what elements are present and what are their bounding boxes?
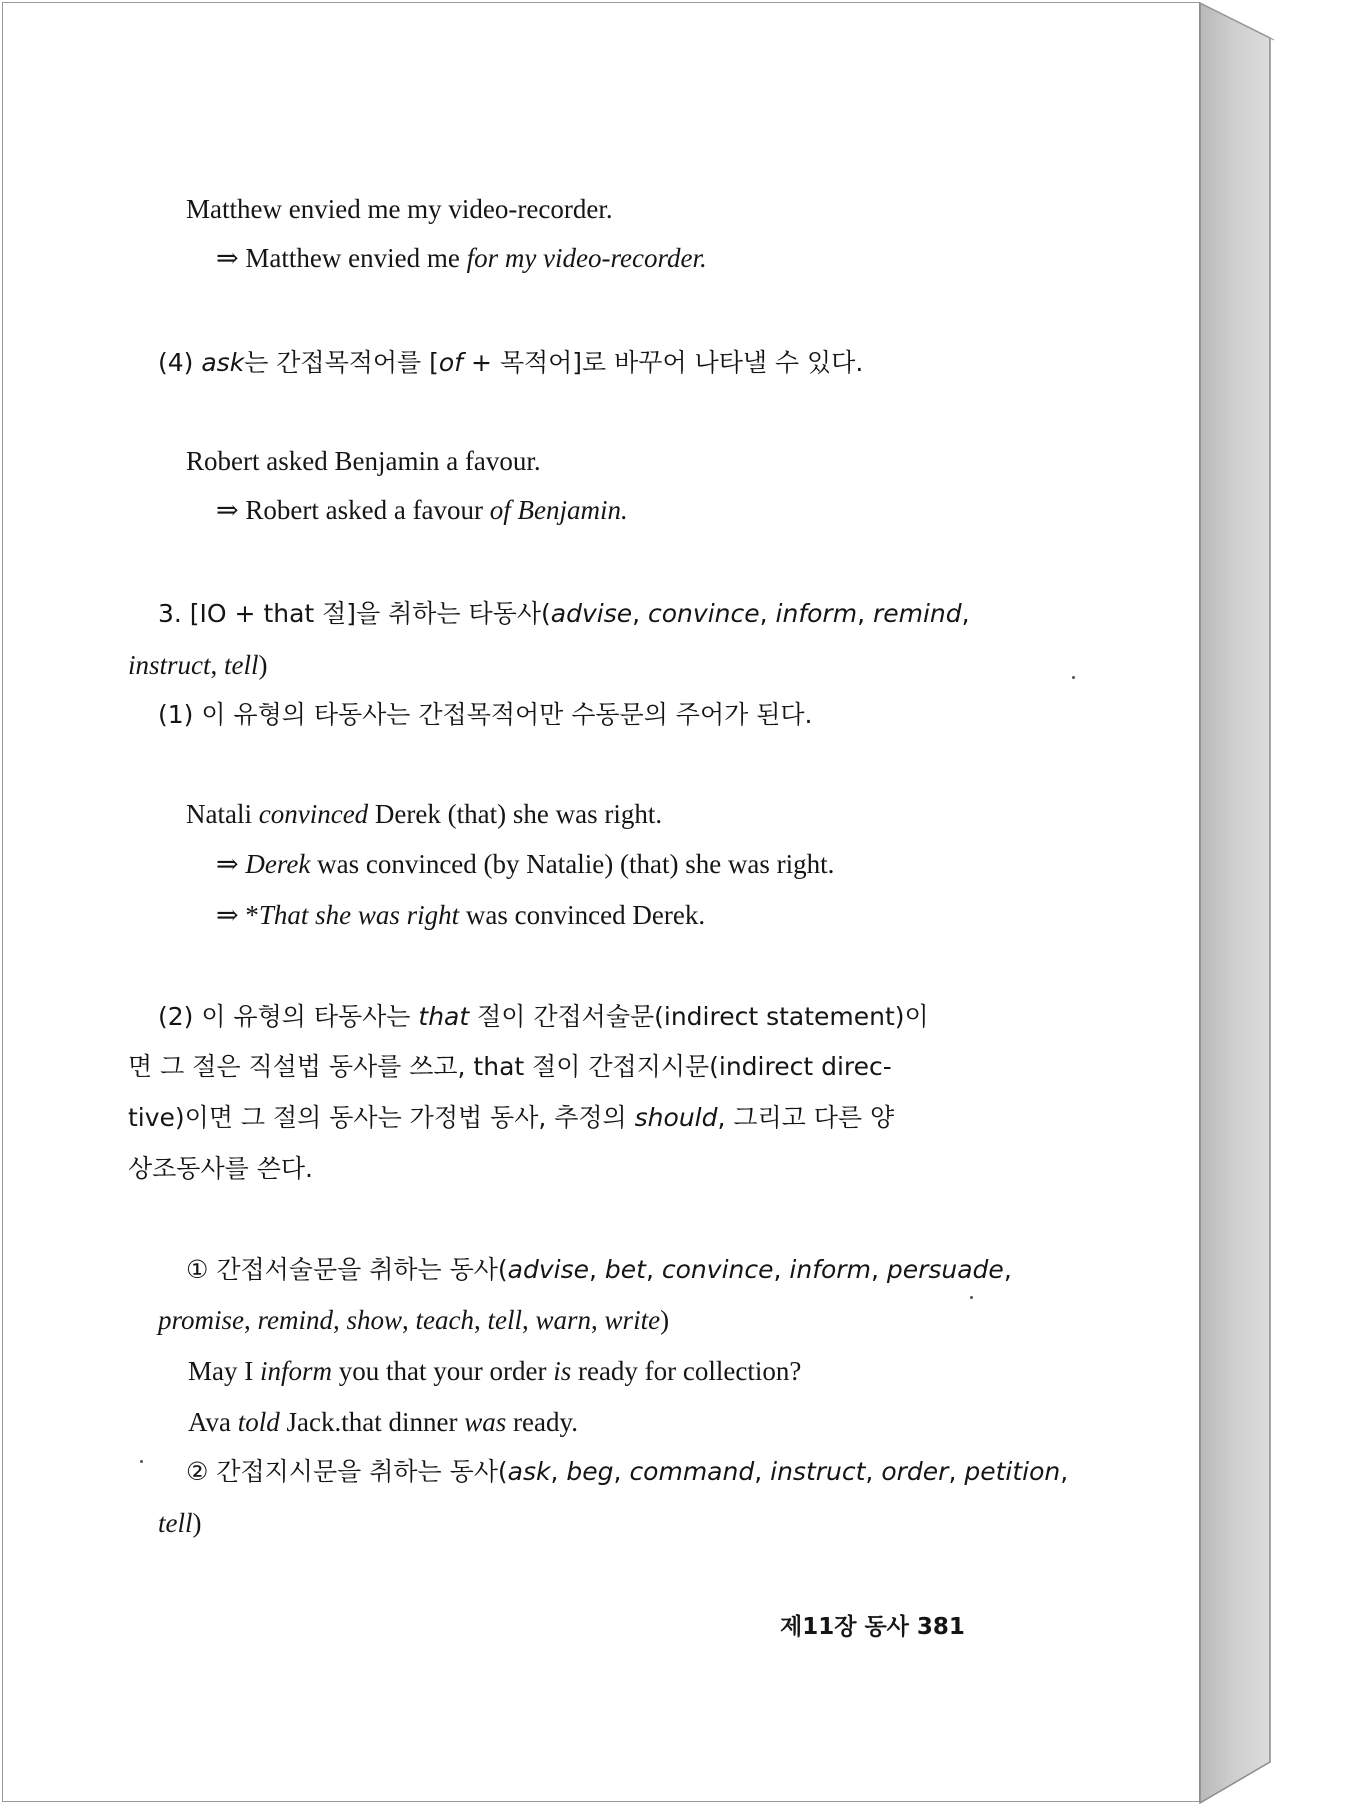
text-segment: , — [589, 1255, 605, 1284]
text-segment: , — [1060, 1457, 1069, 1486]
text-segment: 절이 간접서술문(indirect statement)이 — [469, 1002, 929, 1031]
text-segment: 는 간접목적어를 [ — [244, 348, 439, 377]
italic-segment: should — [634, 1103, 718, 1132]
italic-segment: instruct — [770, 1457, 866, 1486]
italic-segment: command — [629, 1457, 755, 1486]
text-segment: ② 간접지시문을 취하는 동사( — [186, 1457, 508, 1486]
italic-segment: teach — [415, 1305, 475, 1335]
text-segment: ⇒ Robert asked a favour — [216, 495, 490, 525]
text-segment: was convinced Derek. — [459, 900, 706, 930]
subrule-2-heading — [186, 1455, 1068, 1489]
scan-speck — [140, 1460, 143, 1463]
text-segment: , — [210, 650, 225, 680]
text-segment: (2) 이 유형의 타동사는 — [158, 1002, 419, 1031]
text-segment: , 그리고 다른 양 — [717, 1103, 895, 1132]
text-segment: , — [613, 1457, 630, 1486]
example-transformed-line — [216, 898, 705, 932]
text-segment: Ava — [188, 1407, 238, 1437]
italic-segment: was — [464, 1407, 507, 1437]
italic-segment: inform — [259, 1356, 332, 1386]
text-segment: , — [870, 1255, 887, 1284]
rule-2-text-cont — [128, 1152, 313, 1186]
italic-segment: warn — [535, 1305, 592, 1335]
text-segment: , — [474, 1305, 488, 1335]
text-segment: , — [402, 1305, 416, 1335]
italic-segment: persuade — [886, 1255, 1004, 1284]
text-segment: , — [773, 1255, 790, 1284]
italic-segment: Derek — [245, 849, 311, 879]
text-segment: ⇒ — [216, 849, 246, 879]
text-segment: , — [865, 1457, 882, 1486]
italic-segment: is — [553, 1356, 572, 1386]
italic-segment: that — [418, 1002, 470, 1031]
text-segment: 상조동사를 쓴다. — [128, 1154, 313, 1183]
text-segment: , — [333, 1305, 347, 1335]
italic-segment: tell — [224, 650, 259, 680]
text-segment: was convinced (by Natalie) (that) she was right. — [310, 849, 835, 879]
example-line — [188, 1354, 801, 1388]
text-segment: 면 그 절은 직설법 동사를 쓰고, that 절이 간접지시문(indirect direc- — [128, 1052, 892, 1081]
text-segment: ① 간접서술문을 취하는 동사( — [186, 1255, 508, 1284]
italic-segment: advise — [507, 1255, 590, 1284]
italic-segment: told — [237, 1407, 280, 1437]
text-segment: ready for collection? — [571, 1356, 802, 1386]
text-segment: Natali — [186, 799, 259, 829]
italic-segment: remind — [872, 599, 962, 628]
italic-segment: tell — [158, 1508, 193, 1538]
italic-segment: ask — [507, 1457, 551, 1486]
text-segment: , — [591, 1305, 605, 1335]
text-segment: , — [550, 1457, 567, 1486]
text-segment: Jack.that dinner — [279, 1407, 465, 1437]
text-segment: ) — [192, 1508, 202, 1538]
italic-segment: inform — [775, 599, 858, 628]
italic-segment: write — [604, 1305, 661, 1335]
italic-segment: inform — [789, 1255, 871, 1284]
text-segment: , — [244, 1305, 258, 1335]
text-segment: , — [961, 599, 970, 628]
text-segment: , — [948, 1457, 965, 1486]
rule-4-heading — [158, 346, 863, 380]
italic-segment: promise — [158, 1305, 244, 1335]
italic-segment: tell — [487, 1305, 523, 1335]
text-segment: , — [759, 599, 776, 628]
page-footer: 제11장 동사 381 — [780, 1614, 965, 1640]
italic-segment: That she was right — [258, 900, 460, 930]
text-segment: , — [632, 599, 649, 628]
italic-segment: of — [438, 348, 463, 377]
text-segment: (4) — [158, 348, 202, 377]
rule-2-text-cont — [128, 1050, 892, 1084]
text-segment: , — [1003, 1255, 1012, 1284]
rule-2-text — [158, 1000, 929, 1034]
text-segment: (1) 이 유형의 타동사는 간접목적어만 수동문의 주어가 된다. — [158, 700, 813, 729]
text-segment: ⇒ * — [216, 900, 259, 930]
rule-1-text — [158, 698, 812, 732]
text-segment: , — [522, 1305, 536, 1335]
text-segment: you that your order — [332, 1356, 554, 1386]
example-transformed-line — [216, 847, 834, 881]
section-3-heading-cont — [128, 648, 268, 682]
example-transformed-line — [216, 493, 628, 527]
italic-segment: ask — [201, 348, 245, 377]
example-transformed-line — [216, 241, 707, 275]
text-segment: 3. [IO + that 절]을 취하는 타동사( — [158, 599, 551, 628]
scan-speck — [1072, 676, 1075, 679]
italic-segment: remind — [257, 1305, 333, 1335]
text-segment: Robert asked Benjamin a favour. — [186, 446, 541, 476]
italic-segment: advise — [550, 599, 633, 628]
text-segment: ⇒ Matthew envied me — [216, 243, 467, 273]
text-segment: ) — [258, 650, 268, 680]
italic-segment: convinced — [258, 799, 369, 829]
italic-segment: convince — [648, 599, 760, 628]
italic-segment: instruct — [128, 650, 211, 680]
text-segment: , — [857, 599, 873, 628]
italic-segment: convince — [661, 1255, 774, 1284]
subrule-2-heading-cont — [158, 1506, 202, 1540]
text-segment: Matthew envied me my video-recorder. — [186, 194, 613, 224]
italic-segment: for my video-recorder. — [466, 243, 707, 273]
italic-segment: bet — [604, 1255, 646, 1284]
example-line — [186, 192, 613, 226]
subrule-1-heading-cont — [158, 1303, 669, 1337]
text-segment: + 목적어]로 바꾸어 나타낼 수 있다. — [463, 348, 864, 377]
section-3-heading — [158, 597, 970, 631]
italic-segment: show — [346, 1305, 403, 1335]
italic-segment: of Benjamin. — [489, 495, 628, 525]
example-line — [186, 797, 662, 831]
example-line — [188, 1405, 578, 1439]
italic-segment: order — [881, 1457, 949, 1486]
italic-segment: petition — [964, 1457, 1061, 1486]
text-segment: tive)이면 그 절의 동사는 가정법 동사, 추정의 — [128, 1103, 635, 1132]
rule-2-text-cont — [128, 1101, 894, 1135]
text-segment: , — [754, 1457, 771, 1486]
text-segment: ) — [660, 1305, 670, 1335]
subrule-1-heading — [186, 1253, 1012, 1287]
scan-speck — [970, 1296, 973, 1299]
italic-segment: beg — [566, 1457, 614, 1486]
text-segment: Derek (that) she was right. — [368, 799, 663, 829]
text-segment: , — [645, 1255, 662, 1284]
example-line — [186, 444, 541, 478]
text-segment: ready. — [506, 1407, 578, 1437]
text-segment: May I — [188, 1356, 260, 1386]
